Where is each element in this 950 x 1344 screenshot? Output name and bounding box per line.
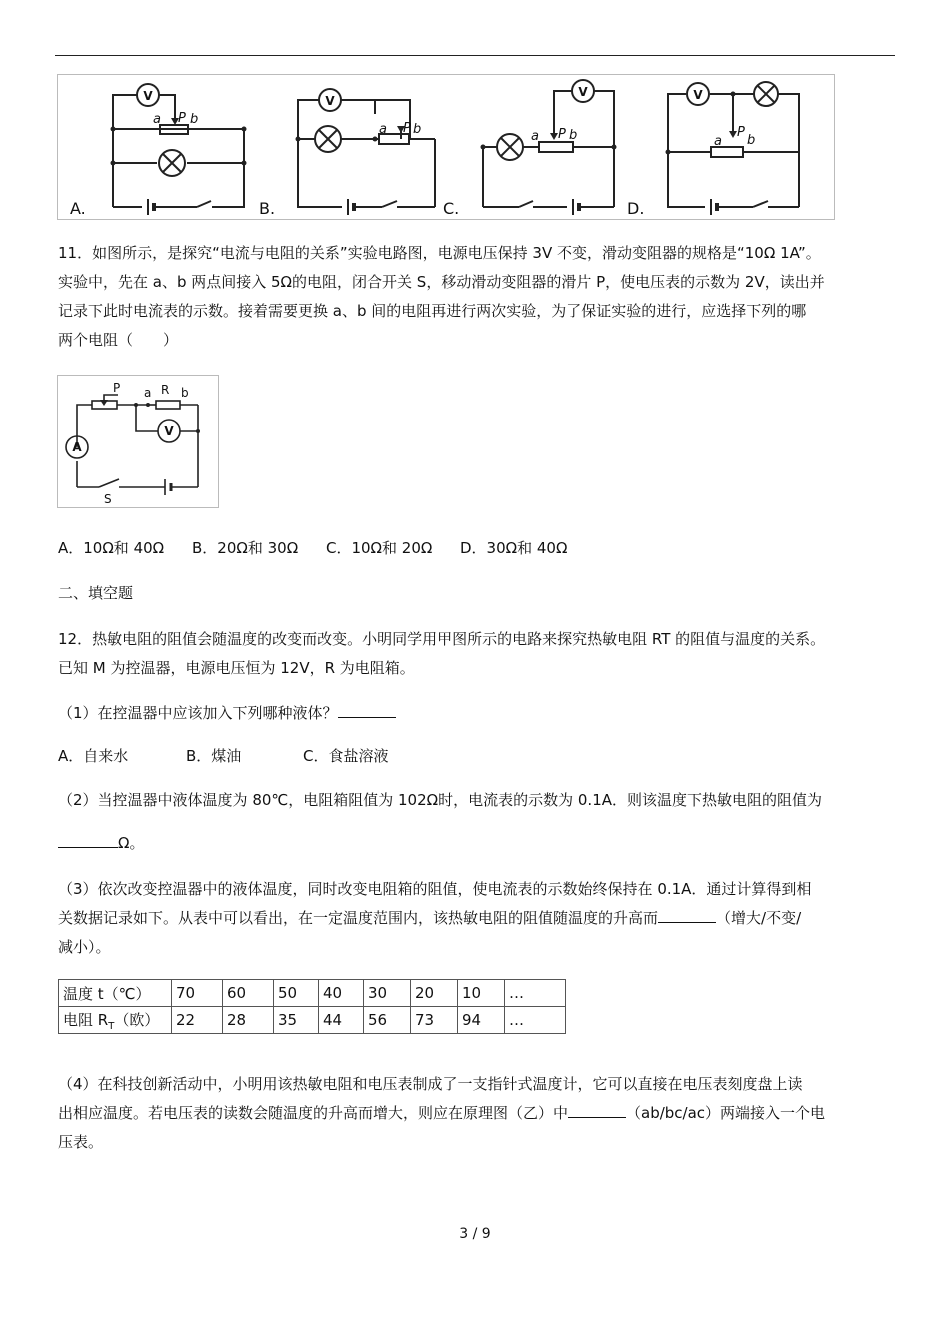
q11-circuit-figure [57, 375, 219, 508]
fig-option-label-c: C. [443, 199, 460, 218]
header-rule [55, 55, 895, 56]
fig-c-voltmeter-symbol: V [578, 85, 588, 99]
fig-a-voltmeter-symbol: V [143, 89, 153, 103]
fig-b-label-b: b [413, 122, 422, 137]
table-cell: 40 [319, 980, 364, 1007]
fig-a-label-b: b [190, 112, 199, 127]
q12-part4-blank[interactable] [568, 1101, 626, 1118]
q11-fig-p: P [113, 381, 121, 395]
q12-part2-line-2 [58, 829, 896, 858]
resistance-label-unit: （欧） [114, 1010, 160, 1029]
q12-data-table [58, 979, 566, 1034]
fig-c-label-p: P [558, 127, 566, 142]
q11-option-c: C．10Ω和 20Ω [326, 539, 433, 557]
table-cell: 70 [172, 980, 223, 1007]
table-cell: … [505, 980, 566, 1007]
table-cell: 60 [223, 980, 274, 1007]
q12-part3-text-a: 关数据记录如下。从表中可以看出，在一定温度范围内，该热敏电阻的阻值随温度的升高而 [58, 909, 659, 927]
fig-b-label-a: a [379, 122, 387, 137]
fig-d-label-a: a [714, 134, 722, 149]
q12-part3-text-b: （增大/不变/ [716, 909, 802, 927]
table-cell: 56 [364, 1007, 411, 1034]
q11-line-4: 两个电阻（ ） [58, 331, 179, 349]
q11-fig-b: b [181, 386, 189, 400]
table-header-resistance [59, 1007, 172, 1034]
table-cell: 30 [364, 980, 411, 1007]
q11-fig-r: R [161, 383, 170, 397]
fig-option-label-a: A. [70, 199, 86, 218]
q12-part2-blank[interactable] [58, 831, 118, 848]
q12-part4-text-a: 出相应温度。若电压表的读数会随温度的升高而增大，则应在原理图（乙）中 [58, 1104, 569, 1122]
q11-line-2: 实验中，先在 a、b 两点间接入 5Ω的电阻，闭合开关 S，移动滑动变阻器的滑片 P，使电压表的示数为 2V，读出并 [58, 273, 825, 291]
fig-option-label-b: B. [259, 199, 276, 218]
fig-c-label-a: a [531, 129, 539, 144]
fig-option-label-d: D. [627, 199, 645, 218]
resistance-label-sub: T [108, 1020, 115, 1032]
table-cell: 94 [458, 1007, 505, 1034]
q12-part1-blank[interactable] [338, 701, 396, 718]
q12-part3-blank[interactable] [658, 906, 716, 923]
q11-line-3: 记录下此时电流表的示数。接着需要更换 a、b 间的电阻再进行两次实验，为了保证实验的进行，应选择下列的哪 [58, 302, 807, 320]
q12-part3-line-3: 减小）。 [58, 938, 111, 956]
fig-b-voltmeter-symbol: V [325, 94, 335, 108]
q11-option-a: A．10Ω和 40Ω [58, 539, 165, 557]
fig-c-label-b: b [569, 128, 578, 143]
q12-part1-option-c: C．食盐溶液 [303, 747, 389, 765]
q12-part4-line-2 [58, 1099, 896, 1128]
q12-intro-line-2: 已知 M 为控温器，电源电压恒为 12V，R 为电阻箱。 [58, 659, 415, 677]
fig-a-label-p: P [178, 111, 186, 126]
q11-ammeter-symbol: A [72, 440, 82, 454]
fig-d-voltmeter-symbol: V [693, 88, 703, 102]
q12-part4-line-1: （4）在科技创新活动中，小明用该热敏电阻和电压表制成了一支指针式温度计，它可以直接在电压表刻度盘上读 [58, 1075, 803, 1093]
resistance-label-main: 电阻 R [63, 1010, 109, 1029]
q12-part4-text-b: （ab/bc/ac）两端接入一个电 [626, 1104, 826, 1122]
fig-a-label-a: a [153, 112, 161, 127]
table-row-resistance [59, 1007, 566, 1034]
table-cell: 20 [411, 980, 458, 1007]
q12-part1-option-a: A．自来水 [58, 747, 129, 765]
table-cell: 10 [458, 980, 505, 1007]
table-cell: 50 [274, 980, 319, 1007]
table-cell: 28 [223, 1007, 274, 1034]
table-cell: … [505, 1007, 566, 1034]
table-cell: 44 [319, 1007, 364, 1034]
q11-voltmeter-symbol: V [164, 424, 174, 438]
table-cell: 22 [172, 1007, 223, 1034]
q12-part3-line-1: （3）依次改变控温器中的液体温度，同时改变电阻箱的阻值，使电流表的示数始终保持在 0.1A．通过计算得到相 [58, 880, 812, 898]
q12-part1-option-b: B．煤油 [186, 747, 242, 765]
q12-part1-text: （1）在控温器中应该加入下列哪种液体？ [58, 704, 338, 722]
circuit-options-figure [57, 74, 835, 220]
q12-part3-line-2 [58, 904, 896, 933]
q11-option-d: D．30Ω和 40Ω [460, 539, 568, 557]
q12-part1 [58, 699, 896, 728]
q12-intro-line-1: 12．热敏电阻的阻值会随温度的改变而改变。小明同学用甲图所示的电路来探究热敏电阻 RT 的阻值与温度的关系。 [58, 630, 826, 648]
q11-fig-s: S [104, 492, 112, 506]
section-title: 二、填空题 [58, 584, 134, 602]
q12-part2-unit: Ω。 [118, 834, 145, 852]
q12-part2-line-1: （2）当控温器中液体温度为 80℃，电阻箱阻值为 102Ω时，电流表的示数为 0.1A．则该温度下热敏电阻的阻值为 [58, 791, 822, 809]
table-header-temperature: 温度 t（℃） [59, 980, 172, 1007]
table-cell: 73 [411, 1007, 458, 1034]
table-row-temperature [59, 980, 566, 1007]
q12-part4-line-3: 压表。 [58, 1133, 104, 1151]
page-number: 3 / 9 [459, 1226, 491, 1242]
table-cell: 35 [274, 1007, 319, 1034]
q11-line-1: 11．如图所示，是探究“电流与电阻的关系”实验电路图，电源电压保持 3V 不变，滑动变阻器的规格是“10Ω 1A”。 [58, 244, 821, 262]
q11-fig-a: a [144, 386, 152, 400]
q11-option-b: B．20Ω和 30Ω [192, 539, 299, 557]
fig-d-label-p: P [737, 125, 745, 140]
fig-b-label-p: P [403, 121, 411, 136]
fig-d-label-b: b [747, 133, 756, 148]
